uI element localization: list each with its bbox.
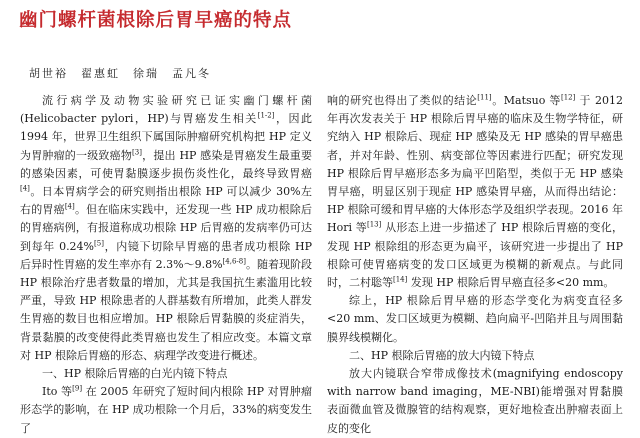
intro-paragraph: 流行病学及动物实验研究已证实幽门螺杆菌(Helicobacter pylori，HP)与胃癌发生相关[1-2]，因此 1994 年，世界卫生组织下属国际肿瘤研究机构把 HP 定义为胃肿瘤的一级致癌物[3]，提出 HP 感染是胃癌发生最重要的感染因素，可使胃黏膜逐步损伤炎性化，最终导致胃癌[4]。日本胃病学会的研究则指出根除 HP 可以减少 30%左右的胃癌[4]。但在临床实践中，还发现一些 HP 成功根除后的胃癌病例，有报道称成功根除 HP 后胃癌的发病率仍可达到每年 0.24%[5]，内镜下切除早胃癌的患者成功根除 HP 后异时性胃癌的发生率亦有 2.3%～9.8%[4,6-8]。随着现阶段 HP 根除治疗患者数量的增加，尤其是我国抗生素滥用比较严重，导致 HP 根除患者的人群基数有所增加，此类人群发生胃癌的数目也相应增加。HP 根除后胃黏膜的炎症消失，背景黏膜的改变使得此类胃癌也发生了相应改变。本篇文章对 HP 根除后胃癌的形态、病理学改变进行概述。	[20, 94, 313, 362]
citation-marker: [4,6-8]	[222, 257, 246, 266]
section2-paragraph: 放大内镜联合窄带成像技术(magnifying endoscopy with narrow band imaging，ME-NBI)能增强对胃黏膜表面微血管及微腺管的结构观察，更好地检查出肿瘤表面上皮的变化	[327, 367, 623, 435]
citation-marker: [9]	[72, 384, 83, 393]
citation-marker: [3]	[132, 147, 142, 156]
section-heading-white-light: 一、HP 根除后胃癌的白光内镜下特点	[42, 367, 228, 381]
citation-marker: [4]	[20, 184, 30, 193]
section1-continued-paragraph: 响的研究也得出了类似的结论[11]。Matsuo 等[12] 于 2012 年再次发表关于 HP 根除后胃早癌的临床及生物学特征，研究纳入 HP 根除后、现症 HP 感染及无 HP 感染的胃早癌患者，并对年龄、性别、病变部位等因素进行匹配；研究发现 HP 根除后胃早癌形态多为扁平凹陷型，类似于无 HP 感染胃早癌，明显区别于现症 HP 感染胃早癌，从而得出结论：HP 根除可缓和胃早癌的大体形态学及组织学表现。2016 年 Hori 等[13] 从形态上进一步描述了 HP 根除后胃癌的变化，发现 HP 根除组的形态更为扁平，该研究进一步提出了 HP 根除可使胃癌病变的发口区域更为模糊的新观点。与此同时，二村聡等[14] 发现 HP 根除后胃早癌直径多<20 mm。	[327, 93, 624, 290]
section-heading-magnifying: 二、HP 根除后胃癌的放大内镜下特点	[349, 348, 535, 362]
summary-paragraph: 综上，HP 根除后胃早癌的形态学变化为病变直径多<20 mm、发口区域更为模糊、趋向扁平-凹陷并且与周围黏膜界线模糊化。	[327, 294, 623, 344]
citation-marker: [5]	[94, 238, 104, 247]
article-title: 幽门螺杆菌根除后胃早癌的特点	[19, 10, 293, 31]
citation-marker: [1-2]	[257, 111, 275, 120]
citation-marker: [14]	[393, 275, 408, 284]
right-column	[327, 92, 623, 438]
citation-marker: [12]	[560, 93, 576, 102]
left-column	[20, 92, 312, 438]
citation-marker: [11]	[477, 93, 492, 102]
citation-marker: [13]	[366, 220, 382, 229]
article-authors: 胡世裕 翟惠虹 徐瑞 孟凡冬	[29, 67, 211, 80]
section1-paragraph: Ito 等[9] 在 2005 年研究了短时间内根除 HP 对胃肿瘤形态学的影响，在 HP 成功根除一个月后，33%的病变发生了	[20, 384, 312, 435]
citation-marker: [4]	[64, 202, 75, 211]
